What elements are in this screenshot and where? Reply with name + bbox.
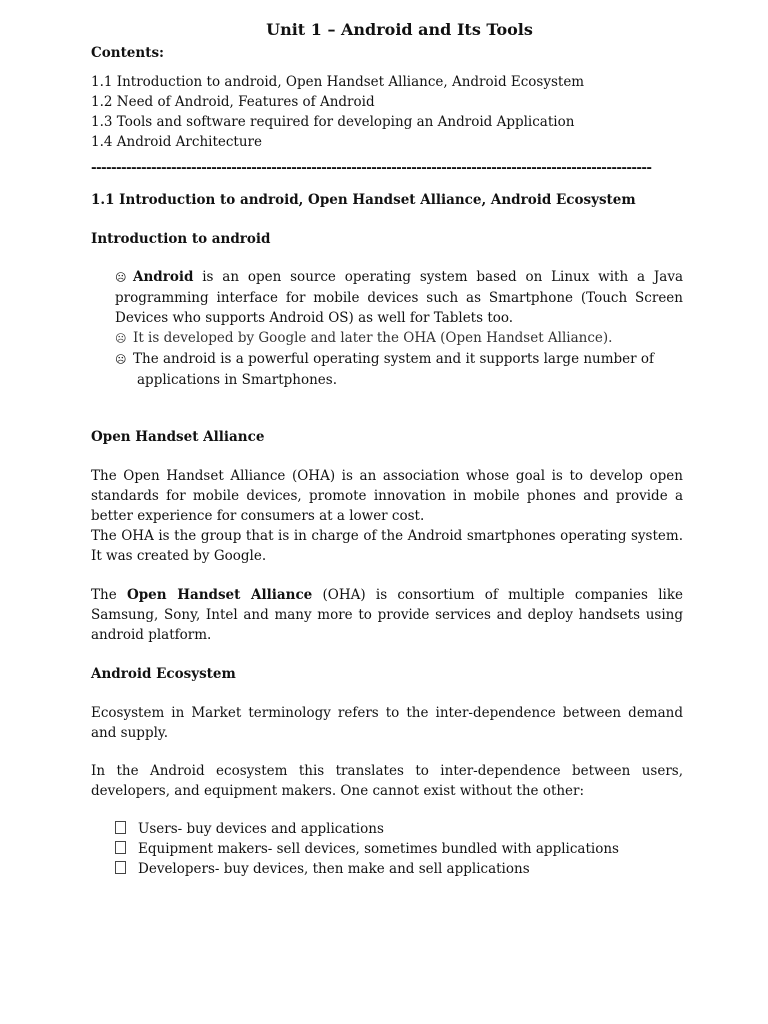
list-item-text: Users- buy devices and applications — [138, 821, 384, 837]
intro-bullet-text-continued: applications in Smartphones. — [137, 372, 338, 388]
checkbox-bullet-icon — [115, 861, 126, 874]
oha-paragraph-lead: The — [91, 587, 127, 603]
smiley-bullet-icon: ☹ — [115, 353, 127, 366]
smiley-bullet-icon: ☹ — [115, 271, 127, 284]
section-divider: ---------------------------------------------------------------------------------------------------------------- — [91, 160, 652, 176]
intro-bullet-text: It is developed by Google and later the OHA (Open Handset Alliance). — [133, 330, 613, 346]
oha-paragraph-text: (OHA) is consortium of multiple companies like Samsung, Sony, Intel and many more to provide services and deploy handsets using android platform. — [91, 587, 683, 643]
list-item-text: Developers- buy devices, then make and sell applications — [138, 861, 530, 877]
ecosystem-heading: Android Ecosystem — [91, 666, 236, 682]
toc-item: 1.1 Introduction to android, Open Handset Alliance, Android Ecosystem — [91, 74, 585, 90]
table-of-contents — [91, 72, 683, 152]
oha-paragraph: The Open Handset Alliance (OHA) is an association whose goal is to develop open standards for mobile devices, promote innovation in mobile phones and provide a better experience for consumers at a lower cost. — [91, 468, 683, 524]
ecosystem-list — [115, 819, 683, 879]
toc-item: 1.3 Tools and software required for developing an Android Application — [91, 114, 575, 130]
intro-bullet — [115, 349, 683, 390]
intro-bullet — [115, 267, 683, 328]
checkbox-bullet-icon — [115, 821, 126, 834]
list-item — [115, 859, 683, 879]
oha-paragraph: The OHA is the group that is in charge of the Android smartphones operating system. It was created by Google. — [91, 528, 683, 564]
intro-bullet — [115, 328, 683, 349]
ecosystem-paragraph: Ecosystem in Market terminology refers to the inter-dependence between demand and supply. — [91, 705, 683, 741]
oha-term: Open Handset Alliance — [126, 587, 313, 603]
intro-heading: Introduction to android — [91, 231, 271, 247]
document-title: Unit 1 – Android and Its Tools — [266, 20, 533, 39]
list-item — [115, 819, 683, 839]
intro-bullet-text: The android is a powerful operating system and it supports large number of — [133, 351, 655, 367]
list-item — [115, 839, 683, 859]
toc-item: 1.4 Android Architecture — [91, 134, 262, 150]
checkbox-bullet-icon — [115, 841, 126, 854]
oha-heading: Open Handset Alliance — [91, 429, 265, 445]
ecosystem-paragraph: In the Android ecosystem this translates to inter-dependence between users, developers, and equipment makers. One cannot exist without the other: — [91, 763, 683, 799]
intro-bullet-text: is an open source operating system based on Linux with a Java programming interface for mobile devices such as Smartphone (Touch Screen Devices who supports Android OS) as well for Tablets too. — [115, 269, 683, 326]
contents-label: Contents: — [91, 45, 165, 61]
document-page — [91, 18, 683, 879]
intro-bullet-list — [115, 267, 683, 390]
section-heading: 1.1 Introduction to android, Open Handset Alliance, Android Ecosystem — [91, 192, 636, 208]
android-term: Android — [133, 269, 194, 285]
smiley-bullet-icon: ☹ — [115, 332, 127, 345]
toc-item: 1.2 Need of Android, Features of Android — [91, 94, 375, 110]
oha-paragraph — [91, 585, 683, 645]
list-item-text: Equipment makers- sell devices, sometimes bundled with applications — [138, 841, 619, 857]
